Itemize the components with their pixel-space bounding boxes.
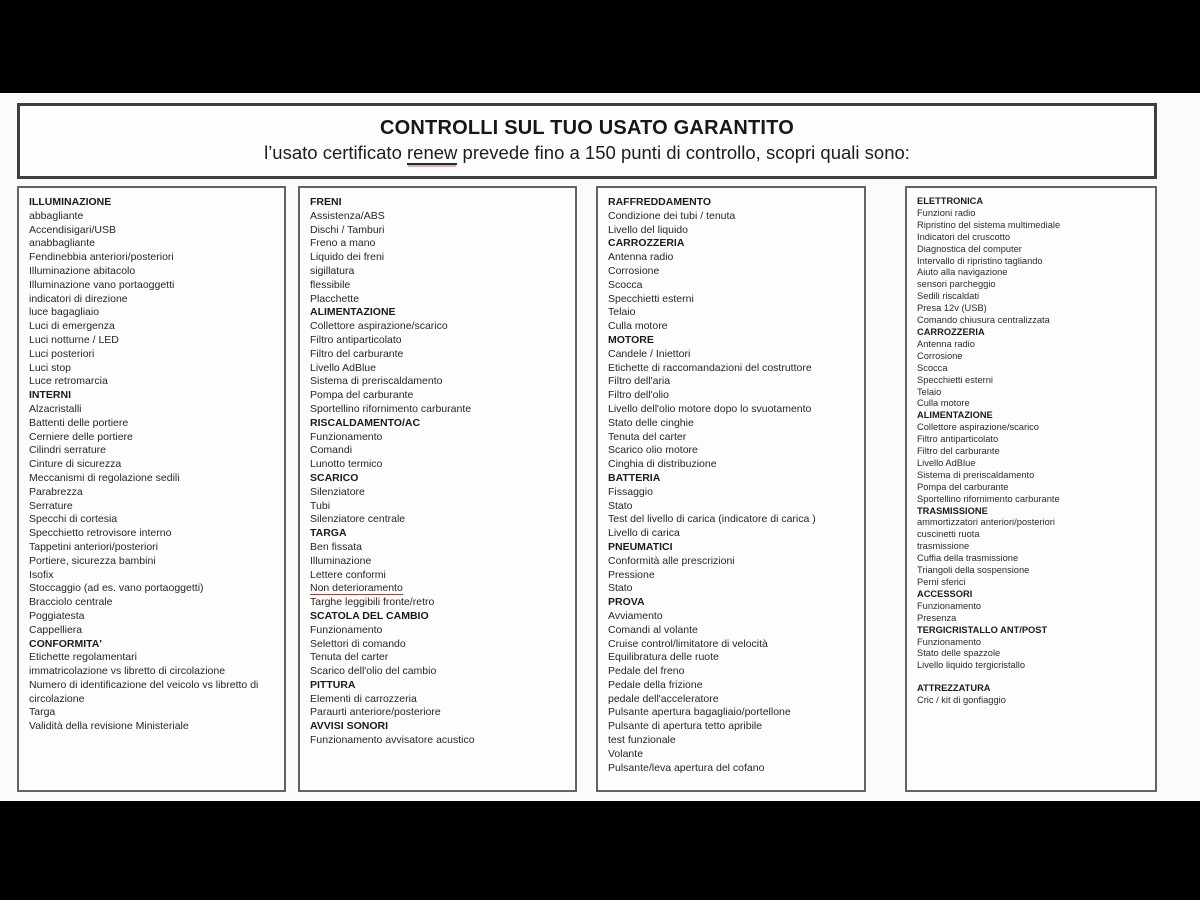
checklist-item: Ben fissata — [310, 540, 362, 553]
checklist-item: Filtro del carburante — [310, 347, 404, 360]
section-heading: ATTREZZATURA — [917, 683, 991, 694]
checklist-item: Filtro dell'aria — [608, 375, 671, 388]
section-heading: ELETTRONICA — [917, 196, 984, 206]
checklist-item: Intervallo di ripristino tagliando — [917, 255, 1043, 266]
checklist-item: Avviamento — [608, 609, 663, 622]
checklist-item: Liquido dei freni — [310, 251, 385, 264]
section-heading: PITTURA — [310, 678, 356, 691]
checklist-item: Funzioni radio — [917, 207, 976, 218]
checklist-item: Luci stop — [29, 361, 72, 374]
checklist-item: Cinture di sicurezza — [29, 458, 122, 471]
checklist-item: Alzacristalli — [29, 402, 82, 415]
checklist-column-2 — [298, 186, 577, 792]
checklist-item: Test del livello di carica (indicatore di carica ) — [608, 513, 816, 526]
checklist-item: Cappelliera — [29, 623, 83, 636]
checklist-item: Battenti delle portiere — [29, 416, 129, 429]
checklist-item: Specchietti esterni — [917, 374, 993, 385]
section-heading: ALIMENTAZIONE — [310, 306, 396, 319]
checklist-item: flessibile — [310, 278, 351, 291]
checklist-item: Numero di identificazione del veicolo vs libretto di circolazione — [29, 678, 259, 705]
checklist-item: Indicatori del cruscotto — [917, 231, 1011, 242]
subtitle-text-after: prevede fino a 150 punti di controllo, scopri quali sono: — [457, 142, 910, 164]
checklist-item: Cerniere delle portiere — [29, 430, 133, 443]
section-heading: ALIMENTAZIONE — [917, 410, 993, 421]
checklist-item: Stato — [608, 582, 633, 595]
checklist-item: Antenna radio — [917, 338, 975, 349]
checklist-item: Cilindri serrature — [29, 444, 107, 457]
checklist-item: Specchi di cortesia — [29, 513, 118, 526]
checklist-item: Telaio — [917, 386, 942, 397]
checklist-item: abbagliante — [29, 209, 84, 222]
checklist-item: Accendisigari/USB — [29, 223, 116, 236]
checklist-item: Comandi — [310, 444, 353, 457]
checklist-item: Livello liquido tergicristallo — [917, 660, 1025, 671]
checklist-item: Sistema di preriscaldamento — [917, 469, 1035, 480]
section-heading: CARROZZERIA — [608, 237, 685, 250]
checklist-item: Stato delle spazzole — [917, 648, 1001, 659]
checklist-item: Scarico dell'olio del cambio — [310, 665, 437, 678]
checklist-item: Parabrezza — [29, 485, 83, 498]
checklist-item: Ripristino del sistema multimediale — [917, 219, 1061, 230]
checklist-item: Specchietto retrovisore interno — [29, 527, 172, 540]
checklist-item: Stato — [608, 499, 633, 512]
checklist-item: Livello del liquido — [608, 223, 688, 236]
section-heading: SCARICO — [310, 471, 359, 484]
checklist-item: Illuminazione vano portaoggetti — [29, 278, 175, 291]
checklist-item: Placchette — [310, 292, 360, 305]
checklist-column-4 — [905, 186, 1157, 792]
checklist-item: Candele / Iniettori — [608, 347, 691, 360]
checklist-item: Scocca — [608, 278, 643, 291]
checklist-item: Silenziatore — [310, 485, 365, 498]
checklist-item: Comando chiusura centralizzata — [917, 315, 1050, 326]
checklist-item: trasmissione — [917, 541, 970, 552]
checklist-item: Targa — [29, 706, 56, 719]
checklist-item: Conformità alle prescrizioni — [608, 554, 735, 567]
checklist-item: cuscinetti ruota — [917, 529, 980, 540]
checklist-item: Bracciolo centrale — [29, 596, 113, 609]
checklist-item: pedale dell'acceleratore — [608, 692, 719, 705]
checklist-item: Funzionamento — [310, 430, 383, 443]
header-box — [17, 103, 1157, 179]
section-heading: CARROZZERIA — [917, 326, 985, 337]
checklist-item: Scocca — [917, 362, 948, 373]
document-page — [0, 93, 1200, 801]
section-heading: TERGICRISTALLO ANT/POST — [917, 624, 1048, 635]
checklist-item: Silenziatore centrale — [310, 513, 406, 526]
checklist-item: Cruise control/limitatore di velocità — [608, 637, 768, 650]
checklist-item: Targhe leggibili fronte/retro — [310, 596, 435, 609]
checklist-item: Scarico olio motore — [608, 444, 698, 457]
checklist-item: Stoccaggio (ad es. vano portaoggetti) — [29, 582, 204, 595]
checklist-item: Livello di carica — [608, 527, 680, 540]
checklist-item: Livello AdBlue — [917, 457, 976, 468]
checklist-item: Sedili riscaldati — [917, 291, 980, 302]
checklist-item: Triangoli della sospensione — [917, 565, 1030, 576]
checklist-item: Perni sferici — [917, 577, 966, 587]
checklist-item: Stato delle cinghie — [608, 416, 694, 429]
checklist-item: Lunotto termico — [310, 458, 383, 471]
checklist-item: Pedale della frizione — [608, 678, 703, 691]
checklist-item: Elementi di carrozzeria — [310, 692, 417, 705]
checklist-item: Pompa del carburante — [310, 389, 414, 402]
subtitle-text-before: l’usato certificato — [264, 142, 408, 164]
checklist-item: Validità della revisione Ministeriale — [29, 720, 189, 733]
checklist-item: Antenna radio — [608, 251, 674, 264]
checklist-item: Tenuta del carter — [310, 651, 389, 664]
section-heading: FRENI — [310, 196, 342, 208]
checklist-item: Livello dell'olio motore dopo lo svuotamento — [608, 402, 812, 415]
checklist-item: Telaio — [608, 306, 636, 319]
checklist-item: Cuffia della trasmissione — [917, 553, 1019, 564]
checklist-item: Condizione dei tubi / tenuta — [608, 209, 736, 222]
checklist-item: Poggiatesta — [29, 609, 85, 622]
checklist-item: indicatori di direzione — [29, 292, 128, 305]
checklist-item: Freno a mano — [310, 237, 376, 250]
checklist-item: Isofix — [29, 568, 54, 581]
checklist-item: Fendinebbia anteriori/posteriori — [29, 251, 174, 264]
checklist-item: Portiere, sicurezza bambini — [29, 554, 156, 567]
checklist-item: Sportellino rifornimento carburante — [917, 493, 1060, 504]
checklist-item: Collettore aspirazione/scarico — [917, 422, 1039, 433]
renew-brand-text: renew — [407, 142, 458, 164]
checklist-item: Funzionamento — [917, 636, 982, 647]
checklist-item: Dischi / Tamburi — [310, 223, 385, 236]
checklist-item: Comandi al volante — [608, 623, 698, 636]
checklist-item: Volante — [608, 747, 644, 760]
checklist-item: Luce retromarcia — [29, 375, 108, 388]
section-heading: TRASMISSIONE — [917, 505, 988, 516]
checklist-item: Filtro antiparticolato — [917, 434, 999, 445]
checklist-item: Etichette regolamentari — [29, 651, 137, 664]
checklist-item: Pulsante apertura bagagliaio/portellone — [608, 706, 791, 719]
checklist-item: Selettori di comando — [310, 637, 406, 650]
checklist-item: ammortizzatori anteriori/posteriori — [917, 517, 1055, 528]
checklist-item: Serrature — [29, 499, 73, 512]
checklist-item: Specchietti esterni — [608, 292, 694, 305]
checklist-item: Pulsante/leva apertura del cofano — [608, 761, 765, 774]
checklist-item: Tenuta del carter — [608, 430, 687, 443]
checklist-item: Cric / kit di gonfiaggio — [917, 695, 1006, 706]
checklist-item: sensori parcheggio — [917, 279, 996, 290]
checklist-item: Pedale del freno — [608, 665, 685, 678]
checklist-item: Culla motore — [608, 320, 668, 333]
section-heading: INTERNI — [29, 389, 71, 402]
checklist-item: Sistema di preriscaldamento — [310, 375, 443, 388]
checklist-item: Aiuto alla navigazione — [917, 267, 1008, 278]
checklist-item: Meccanismi di regolazione sedili — [29, 471, 180, 484]
checklist-item: Livello AdBlue — [310, 361, 376, 374]
section-heading: CONFORMITA' — [29, 637, 102, 650]
checklist-item: sigillatura — [310, 264, 355, 277]
checklist-item: Diagnostica del computer — [917, 243, 1022, 254]
section-heading: RISCALDAMENTO/AC — [310, 416, 421, 429]
section-heading: SCATOLA DEL CAMBIO — [310, 609, 429, 622]
checklist-item: Pulsante di apertura tetto apribile — [608, 720, 763, 733]
checklist-item: Collettore aspirazione/scarico — [310, 320, 448, 333]
page-subtitle — [264, 141, 910, 165]
section-heading: RAFFREDDAMENTO — [608, 196, 712, 208]
checklist-item: Funzionamento avvisatore acustico — [310, 734, 475, 747]
checklist-item: Presenza — [917, 612, 957, 623]
section-heading: AVVISI SONORI — [310, 720, 388, 733]
page-title: CONTROLLI SUL TUO USATO GARANTITO — [379, 117, 794, 140]
checklist-item: Luci di emergenza — [29, 320, 115, 333]
checklist-item: Filtro dell'olio — [608, 389, 669, 402]
checklist-item: immatricolazione vs libretto di circolazione — [29, 665, 226, 678]
checklist-item: Corrosione — [608, 264, 660, 277]
section-heading: MOTORE — [608, 333, 654, 346]
checklist-column-1 — [17, 186, 286, 792]
checklist-item: Funzionamento — [310, 623, 383, 636]
checklist-item: Pompa del carburante — [917, 481, 1009, 492]
checklist-item: Culla motore — [917, 398, 970, 409]
checklist-item: Pressione — [608, 568, 655, 581]
section-heading: PNEUMATICI — [608, 540, 673, 553]
checklist-item: Tubi — [310, 499, 331, 512]
section-heading: BATTERIA — [608, 471, 661, 484]
checklist-item: test funzionale — [608, 734, 676, 747]
checklist-item: Presa 12v (USB) — [917, 303, 987, 314]
checklist-item: luce bagagliaio — [29, 306, 100, 319]
section-heading: PROVA — [608, 596, 645, 609]
checklist-item: Illuminazione — [310, 554, 372, 567]
checklist-item: Fissaggio — [608, 485, 653, 498]
checklist-item: Corrosione — [917, 350, 963, 361]
checklist-item: Luci posteriori — [29, 347, 95, 360]
checklist-item: Tappetini anteriori/posteriori — [29, 540, 158, 553]
section-heading: ILLUMINAZIONE — [29, 196, 112, 208]
checklist-item: Filtro del carburante — [917, 446, 1000, 457]
checklist-item: Funzionamento — [917, 600, 982, 611]
checklist-item: Etichette di raccomandazioni del costruttore — [608, 361, 812, 374]
checklist-column-3 — [596, 186, 866, 792]
checklist-item: Cinghia di distribuzione — [608, 458, 717, 471]
checklist-item: Filtro antiparticolato — [310, 333, 402, 346]
checklist-item: anabbagliante — [29, 237, 95, 250]
checklist-item: Paraurti anteriore/posteriore — [310, 706, 441, 719]
checklist-item: Non deterioramento — [310, 582, 403, 595]
section-heading: ACCESSORI — [917, 588, 973, 599]
checklist-item: Luci notturne / LED — [29, 333, 119, 346]
checklist-item: Equilibratura delle ruote — [608, 651, 719, 664]
checklist-item: Assistenza/ABS — [310, 209, 385, 222]
checklist-item: Illuminazione abitacolo — [29, 264, 136, 277]
checklist-item: Sportellino rifornimento carburante — [310, 402, 472, 415]
section-heading: TARGA — [310, 527, 347, 540]
checklist-item: Lettere conformi — [310, 568, 386, 581]
